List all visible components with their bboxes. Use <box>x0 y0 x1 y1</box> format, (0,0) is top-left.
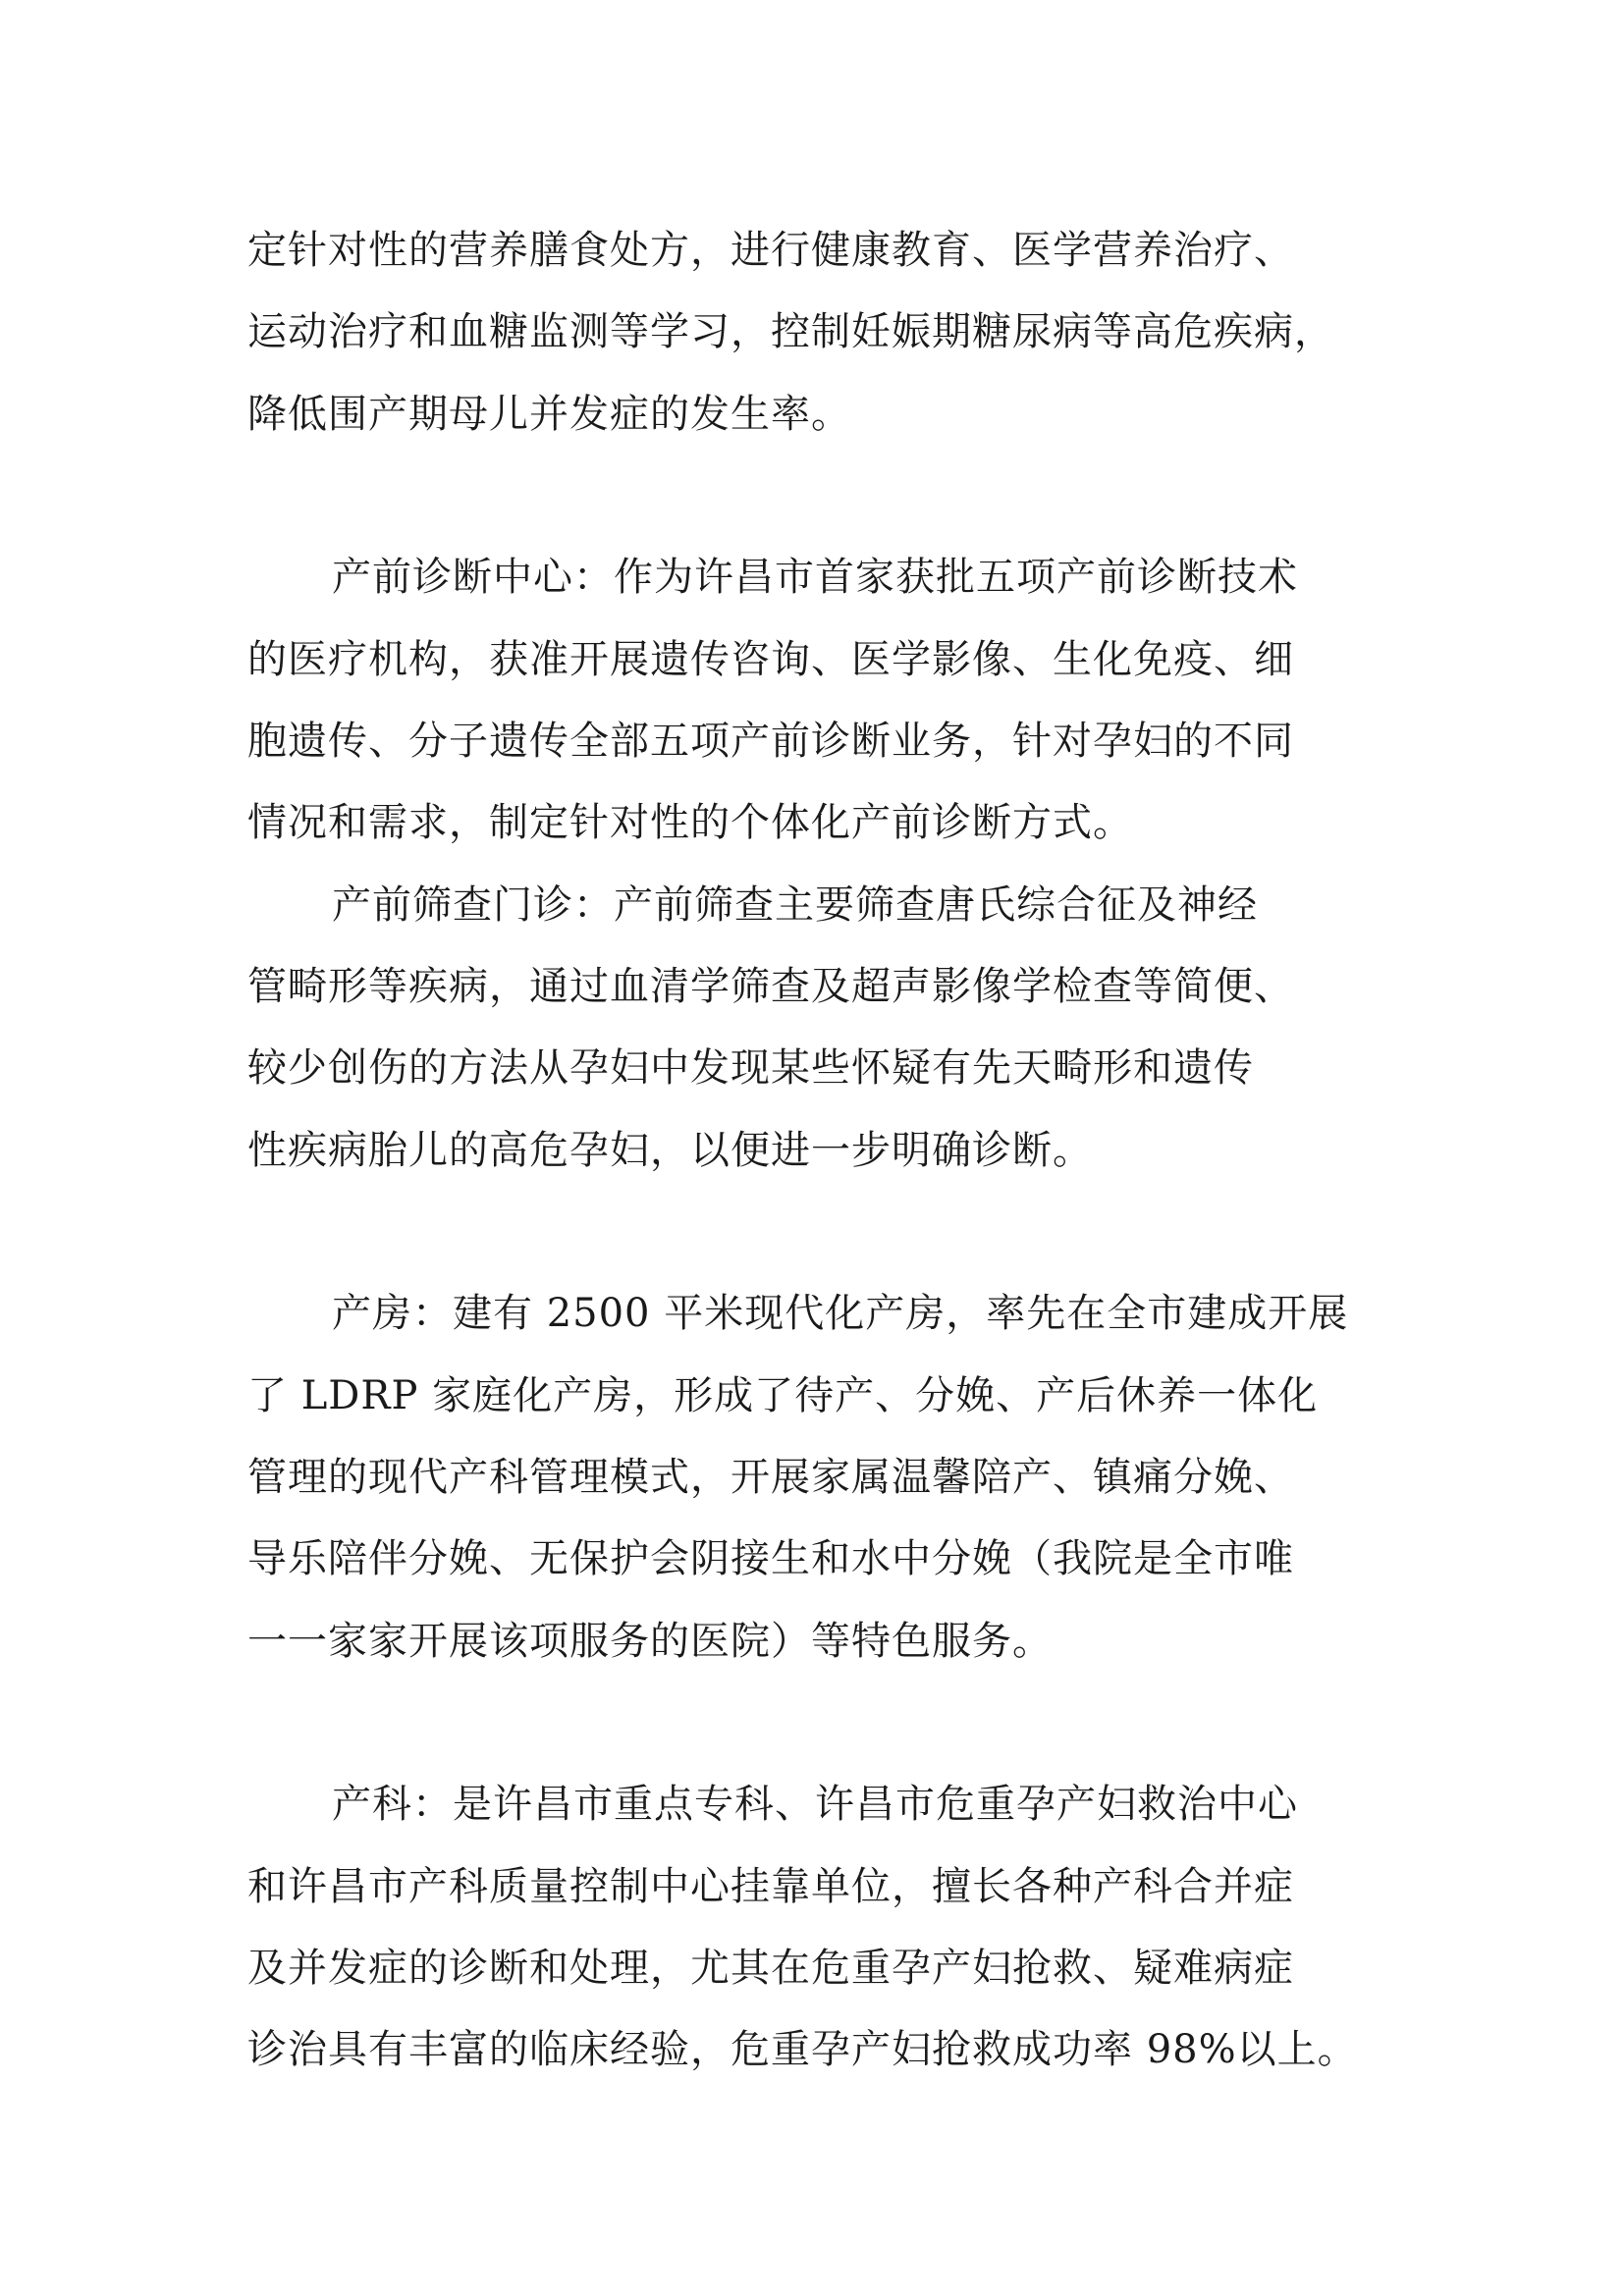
paragraph-4-line-1: 产房：建有 2500 平米现代化产房，率先在全市建成开展 <box>332 1291 1349 1336</box>
paragraph-4-line-4: 导乐陪伴分娩、无保护会阴接生和水中分娩（我院是全市唯 <box>247 1536 1294 1581</box>
paragraph-2-line-2: 的医疗机构，获准开展遗传咨询、医学影像、生化免疫、细 <box>247 637 1294 682</box>
paragraph-5-line-1: 产科：是许昌市重点专科、许昌市危重孕产妇救治中心 <box>332 1782 1298 1827</box>
paragraph-5-line-3: 及并发症的诊断和处理，尤其在危重孕产妇抢救、疑难病症 <box>247 1946 1294 1991</box>
paragraph-2-line-4: 情况和需求，制定针对性的个体化产前诊断方式。 <box>247 800 1133 845</box>
paragraph-3-line-2: 管畸形等疾病，通过血清学筛查及超声影像学检查等简便、 <box>247 964 1294 1009</box>
paragraph-2-line-1: 产前诊断中心：作为许昌市首家获批五项产前诊断技术 <box>332 555 1298 600</box>
paragraph-4-line-3: 管理的现代产科管理模式，开展家属温馨陪产、镇痛分娩、 <box>247 1455 1294 1500</box>
paragraph-1-line-2: 运动治疗和血糖监测等学习，控制妊娠期糖尿病等高危疾病， <box>247 309 1334 354</box>
paragraph-2-line-3: 胞遗传、分子遗传全部五项产前诊断业务，针对孕妇的不同 <box>247 719 1294 764</box>
paragraph-1-line-1: 定针对性的营养膳食处方，进行健康教育、医学营养治疗、 <box>247 228 1294 273</box>
paragraph-3-line-3: 较少创伤的方法从孕妇中发现某些怀疑有先天畸形和遗传 <box>247 1045 1254 1091</box>
paragraph-3-line-1: 产前筛查门诊：产前筛查主要筛查唐氏综合征及神经 <box>332 882 1258 928</box>
paragraph-3-line-4: 性疾病胎儿的高危孕妇，以便进一步明确诊断。 <box>247 1128 1093 1173</box>
paragraph-5-line-2: 和许昌市产科质量控制中心挂靠单位，擅长各种产科合并症 <box>247 1864 1294 1909</box>
paragraph-5-line-4: 诊治具有丰富的临床经验，危重孕产妇抢救成功率 98%以上。 <box>247 2027 1358 2072</box>
paragraph-1-line-3: 降低围产期母儿并发症的发生率。 <box>247 392 851 437</box>
paragraph-4-line-2: 了 LDRP 家庭化产房，形成了待产、分娩、产后休养一体化 <box>247 1373 1319 1418</box>
paragraph-4-line-5: 一一家家开展该项服务的医院）等特色服务。 <box>247 1619 1053 1664</box>
